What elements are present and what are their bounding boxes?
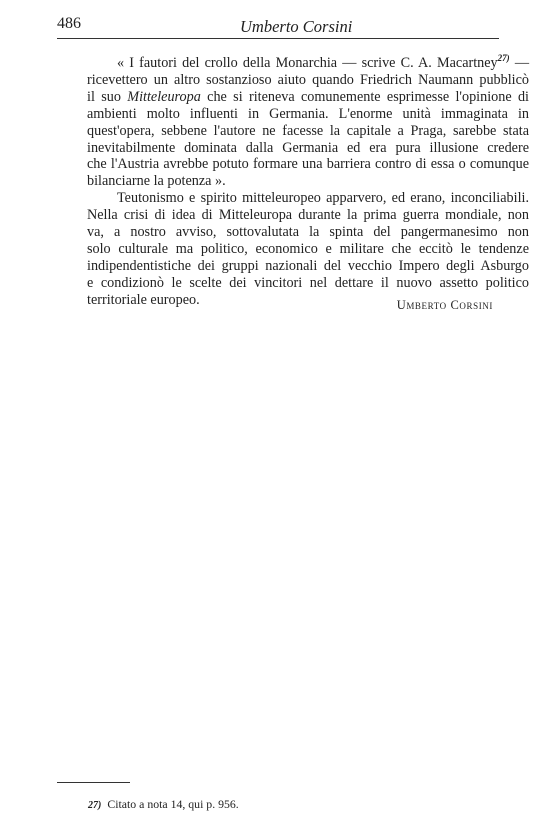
- footnote-divider: [57, 782, 130, 783]
- footnote-text: Citato a nota 14, qui p. 956.: [107, 797, 239, 811]
- commentary-paragraph: [57, 190, 529, 308]
- text-line: Nella crisi di idea di Mitteleuropa durante la prima guerra mondiale, non: [87, 207, 529, 224]
- text-segment: che si riteneva comunemente esprimesse l'opinione di: [200, 88, 529, 105]
- text-line: ambienti molto influenti in Germania. L'enorme unità immaginata in: [87, 105, 529, 122]
- text-line: solo culturale ma politico, economico e militare che eccitò le tendenze: [87, 240, 529, 257]
- text-line: [57, 50, 530, 72]
- text-line: indipendentistiche dei gruppi nazionali del vecchio Impero degli Asburgo: [87, 257, 529, 274]
- text-line: territoriale europeo.: [87, 291, 200, 308]
- footnote-mark: 27): [88, 800, 102, 811]
- running-head: Umberto Corsini: [240, 17, 353, 36]
- footnote: [88, 797, 239, 812]
- text-line: inevitabilmente dominata dalla Germania ed era pura illusione credere: [87, 139, 529, 156]
- text-segment: il suo: [87, 88, 128, 105]
- quote-dash: —: [509, 55, 530, 71]
- footnote-reference: 27): [497, 53, 510, 63]
- text-line: Teutonismo e spirito mitteleuropeo apparvero, ed erano, inconciliabili.: [117, 190, 529, 207]
- page-header: [57, 14, 499, 39]
- book-title-mitteleuropa: Mitteleuropa: [127, 88, 201, 105]
- text-line: va, a nostro avviso, sottovalutata la spinta del pangermanesimo non: [87, 224, 529, 241]
- article-body: [57, 50, 530, 309]
- text-line: [57, 88, 529, 106]
- page-number: 486: [57, 15, 81, 32]
- text-line: ricevettero un altro sostanzioso aiuto quando Friedrich Naumann pubblicò: [87, 71, 529, 88]
- text-line: e condizionò le scelte dei vincitori nel dettare il nuovo assetto politico: [87, 274, 529, 291]
- quotation-paragraph: [57, 50, 530, 190]
- author-signature: Umberto Corsini: [396, 298, 493, 312]
- text-line: che l'Austria avrebbe potuto formare una barriera contro di essa o comunque: [87, 156, 529, 173]
- text-line: bilanciarne la potenza ».: [87, 173, 226, 190]
- quote-opening-text: « I fautori del crollo della Monarchia — scrive C. A. Macartney: [117, 55, 498, 71]
- text-line: quest'opera, sebbene l'autore ne facesse la capitale a Praga, sarebbe stata: [87, 122, 529, 139]
